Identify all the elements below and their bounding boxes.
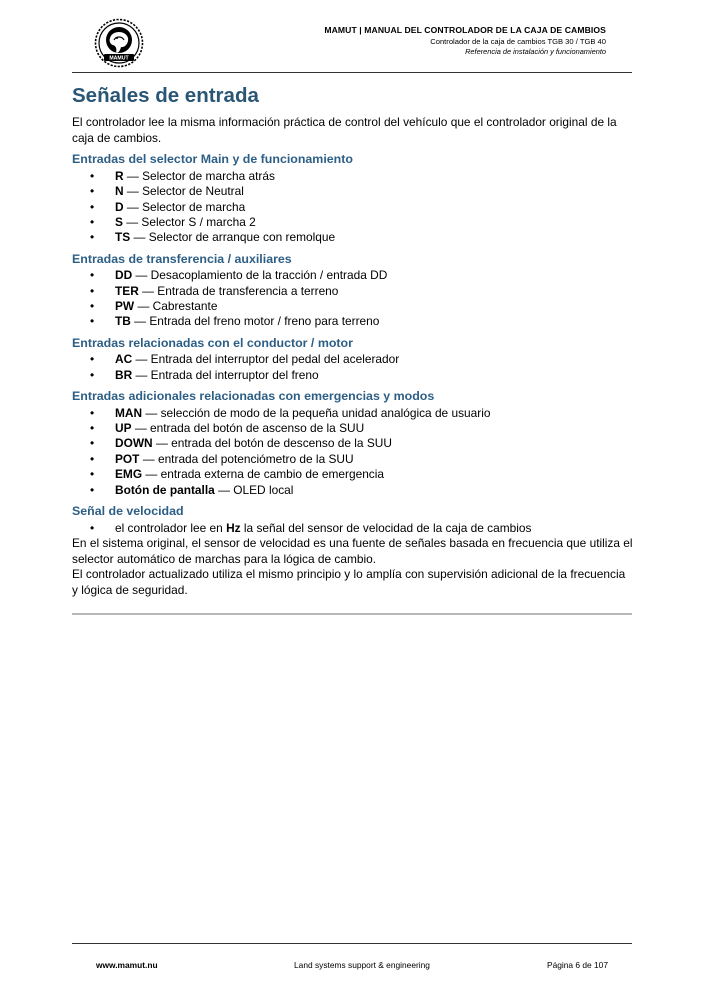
header-title: MAMUT | MANUAL DEL CONTROLADOR DE LA CAJA DE CAMBIOS	[324, 25, 606, 35]
list-item	[72, 284, 634, 299]
signal-code: DD	[115, 268, 133, 283]
section-heading: Entradas de transferencia / auxiliares	[72, 251, 292, 266]
bullet-icon: •	[90, 367, 95, 382]
speed-list	[72, 521, 634, 536]
signal-description: — Selector de Neutral	[123, 184, 244, 199]
footer-page-number: Página 6 de 107	[546, 960, 608, 970]
list-item	[72, 169, 634, 184]
signal-code: MAN	[115, 405, 143, 420]
page-title: Señales de entrada	[72, 84, 259, 107]
bullet-icon: •	[90, 184, 95, 199]
list-item	[72, 230, 634, 245]
list-item	[72, 421, 634, 436]
list-item	[72, 436, 634, 451]
signal-code: S	[115, 214, 123, 229]
signal-code: N	[115, 184, 124, 199]
signal-code: UP	[115, 421, 132, 436]
list-item	[72, 406, 634, 421]
footer-divider	[72, 943, 632, 944]
footer-tagline: Land systems support & engineering	[294, 960, 430, 970]
signal-code: AC	[115, 352, 133, 367]
signal-description: — Entrada de transferencia a terreno	[138, 283, 339, 298]
signal-sections	[72, 152, 634, 498]
header-subtitle: Controlador de la caja de cambios TGB 30 / TGB 40	[430, 37, 606, 46]
signal-code: BR	[115, 367, 133, 382]
section-heading: Entradas del selector Main y de funcionamiento	[72, 152, 353, 167]
signal-description: — Entrada del interruptor del pedal del acelerador	[132, 352, 400, 367]
speed-paragraph-1: En el sistema original, el sensor de velocidad es una fuente de señales basada en frecuencia que utiliza el selector automático de marchas para la lógica de cambio.	[72, 536, 633, 566]
bullet-icon: •	[90, 436, 95, 451]
bullet-icon: •	[90, 467, 95, 482]
bullet-icon: •	[90, 230, 95, 245]
bullet-icon: •	[90, 405, 95, 420]
bullet-icon: •	[90, 352, 95, 367]
signal-description: — entrada del potenciómetro de la SUU	[139, 451, 354, 466]
signal-description: — entrada del botón de descenso de la SUU	[152, 436, 392, 451]
signal-code: PW	[115, 299, 135, 314]
list-item	[72, 452, 634, 467]
bullet-icon: •	[90, 520, 95, 535]
signal-description: — Selector de arranque con remolque	[130, 230, 336, 245]
mamut-logo	[94, 18, 144, 68]
bullet-icon: •	[90, 268, 95, 283]
bullet-icon: •	[90, 168, 95, 183]
speed-item-key: Hz	[226, 520, 241, 535]
signal-code: DOWN	[115, 436, 153, 451]
speed-item-pre: el controlador lee en	[115, 520, 227, 535]
page-header	[72, 14, 632, 72]
bullet-icon: •	[90, 299, 95, 314]
signal-description: — Desacoplamiento de la tracción / entrada DD	[132, 268, 388, 283]
signal-description: — Cabrestante	[134, 299, 218, 314]
signal-description: — Selector de marcha	[123, 199, 246, 214]
speed-paragraph-2: El controlador actualizado utiliza el mismo principio y lo amplía con supervisión adicional de la frecuencia y lógica de seguridad.	[72, 567, 626, 597]
signal-code: TB	[115, 314, 131, 329]
signal-list	[72, 352, 634, 383]
section-heading: Entradas relacionadas con el conductor / motor	[72, 335, 353, 350]
bullet-icon: •	[90, 199, 95, 214]
signal-description: — entrada externa de cambio de emergencia	[142, 467, 385, 482]
signal-description: — OLED local	[214, 482, 294, 497]
signal-code: D	[115, 199, 124, 214]
signal-description: — entrada del botón de ascenso de la SUU	[131, 421, 365, 436]
bullet-icon: •	[90, 214, 95, 229]
signal-code: TER	[115, 283, 139, 298]
signal-code: TS	[115, 230, 131, 245]
list-item	[72, 352, 634, 367]
list-item	[72, 299, 634, 314]
header-divider	[72, 72, 632, 73]
signal-description: — Selector de marcha atrás	[123, 168, 275, 183]
speed-heading: Señal de velocidad	[72, 504, 184, 519]
footer-website-link[interactable]: www.mamut.nu	[96, 960, 158, 970]
svg-text:MAMUT: MAMUT	[109, 55, 129, 62]
list-item	[72, 368, 634, 383]
intro-paragraph: El controlador lee la misma información práctica de control del vehículo que el controlador original de la caja de cambios.	[72, 115, 617, 145]
header-subtitle-2: Referencia de instalación y funcionamiento	[465, 47, 606, 56]
speed-item-post: la señal del sensor de velocidad de la caja de cambios	[240, 520, 532, 535]
section-heading: Entradas adicionales relacionadas con emergencias y modos	[72, 389, 435, 404]
list-item	[72, 215, 634, 230]
list-item	[72, 467, 634, 482]
signal-description: — Entrada del freno motor / freno para terreno	[130, 314, 380, 329]
bullet-icon: •	[90, 421, 95, 436]
bullet-icon: •	[90, 283, 95, 298]
bullet-icon: •	[90, 451, 95, 466]
list-item	[72, 314, 634, 329]
signal-description: — Selector S / marcha 2	[122, 214, 256, 229]
signal-description: — selección de modo de la pequeña unidad analógica de usuario	[142, 405, 491, 420]
bullet-icon: •	[90, 482, 95, 497]
list-item	[72, 483, 634, 498]
list-item	[72, 200, 634, 215]
list-item	[72, 521, 634, 536]
signal-list	[72, 268, 634, 330]
bullet-icon: •	[90, 314, 95, 329]
signal-list	[72, 406, 634, 498]
signal-code: Botón de pantalla	[115, 482, 215, 497]
list-item	[72, 184, 634, 199]
signal-list	[72, 169, 634, 246]
section-end-divider	[72, 613, 632, 615]
signal-code: EMG	[115, 467, 143, 482]
list-item	[72, 268, 634, 283]
signal-code: R	[115, 168, 124, 183]
signal-description: — Entrada del interruptor del freno	[132, 367, 319, 382]
signal-code: POT	[115, 451, 140, 466]
page-content	[72, 82, 634, 598]
